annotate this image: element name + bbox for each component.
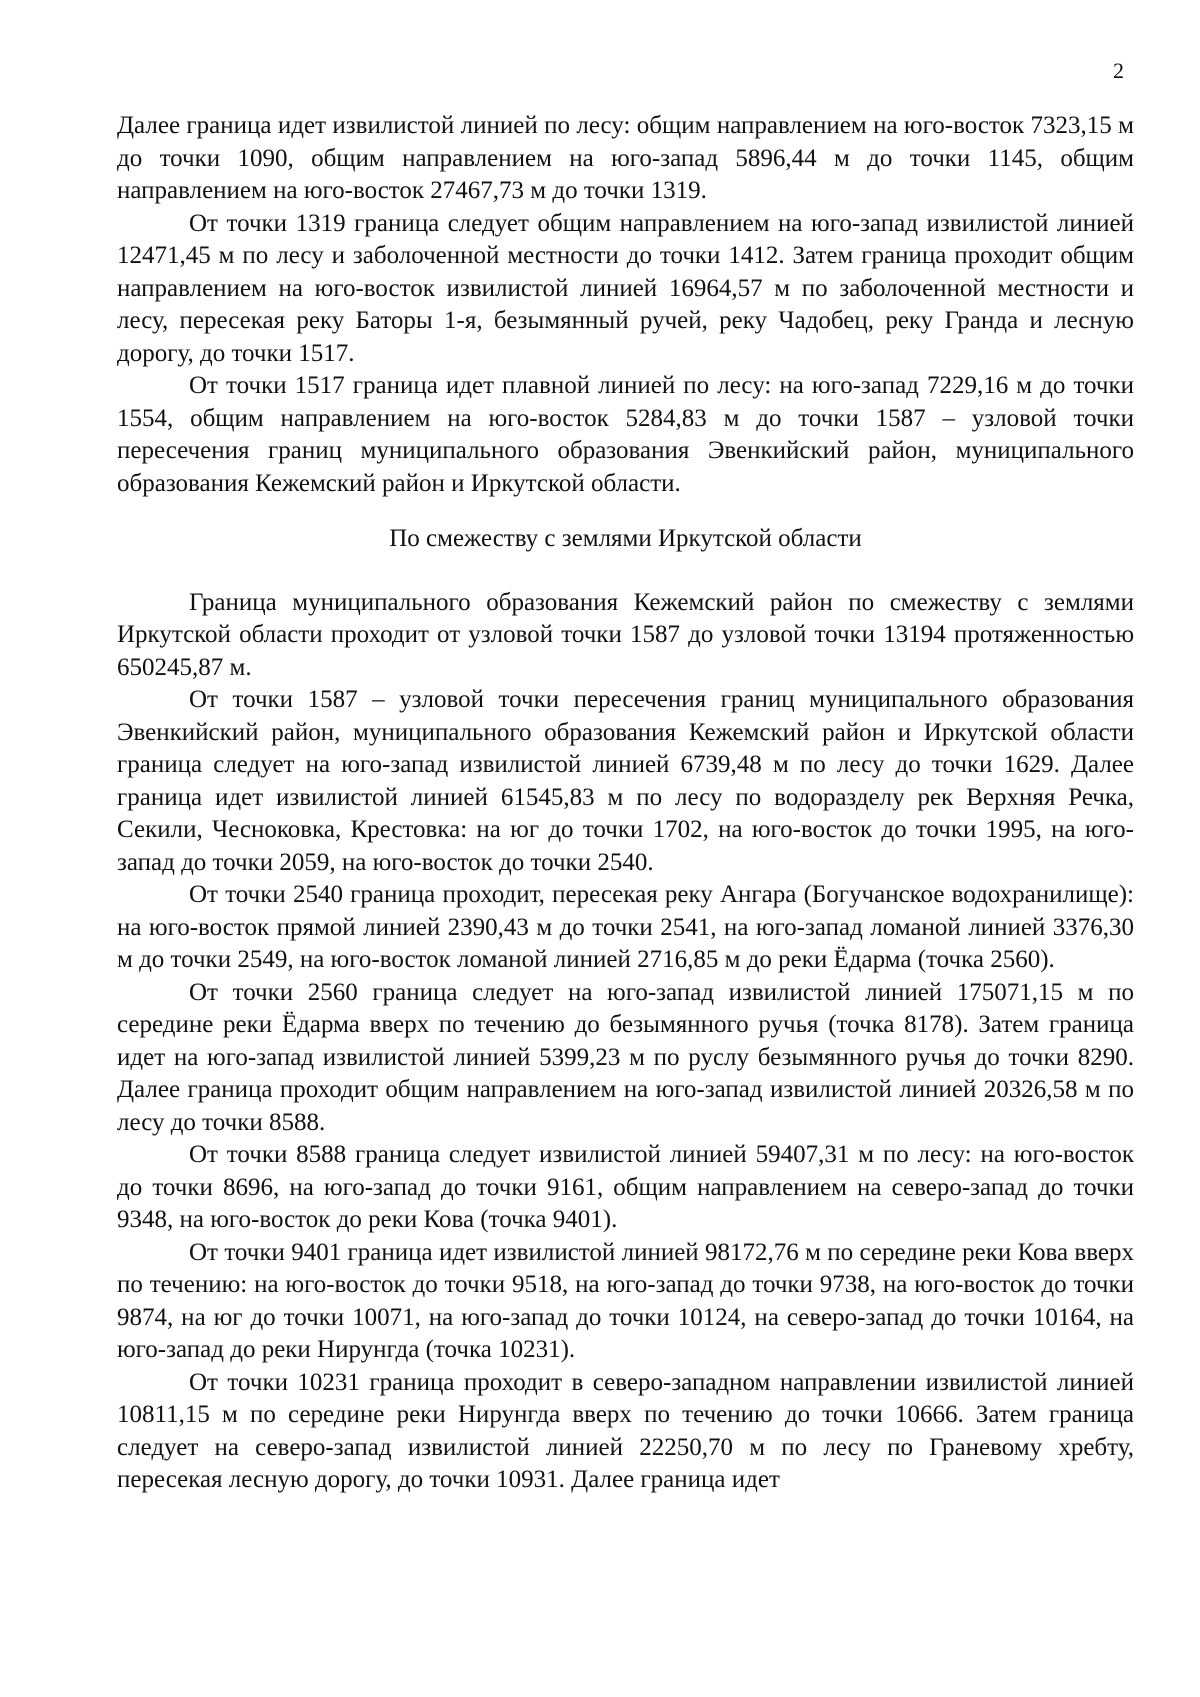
document-body <box>117 110 1134 1497</box>
paragraph: От точки 10231 граница проходит в северо-западном направлении извилистой линией 10811,15 м по середине реки Нирунгда вверх по течению до точки 10666. Затем граница следует на северо-запад извилистой линией 22250,70 м по лесу по Граневому хребту, пересекая лесную дорогу, до точки 10931. Далее граница идет <box>117 1368 1134 1493</box>
paragraph: От точки 1517 граница идет плавной линией по лесу: на юго-запад 7229,16 м до точки 1554, общим направлением на юго-восток 5284,83 м до точки 1587 – узловой точки пересечения границ муниципального образования Эвенкийский район, муниципального образования Кежемский район и Иркутской области. <box>117 372 1134 497</box>
page-number: 2 <box>1113 58 1124 83</box>
paragraph: От точки 1319 граница следует общим направлением на юго-запад извилистой линией 12471,45 м по лесу и заболоченной местности до точки 1412. Затем граница проходит общим направлением на юго-восток извилистой линией 16964,57 м по заболоченной местности и лесу, пересекая реку Баторы 1-я, безымянный ручей, реку Чадобец, реку Гранда и лесную дорогу, до точки 1517. <box>117 209 1134 367</box>
paragraph: От точки 1587 – узловой точки пересечения границ муниципального образования Эвенкийский район, муниципального образования Кежемский район и Иркутской области граница следует на юго-запад извилистой линией 6739,48 м по лесу до точки 1629. Далее граница идет извилистой линией 61545,83 м по лесу по водоразделу рек Верхняя Речка, Секили, Чесноковка, Крестовка: на юг до точки 1702, на юго-восток до точки 1995, на юго-запад до точки 2059, на юго-восток до точки 2540. <box>117 686 1134 876</box>
paragraph: От точки 9401 граница идет извилистой линией 98172,76 м по середине реки Кова вверх по течению: на юго-восток до точки 9518, на юго-запад до точки 9738, на юго-восток до точки 9874, на юг до точки 10071, на юго-запад до точки 10124, на северо-запад до точки 10164, на юго-запад до реки Нирунгда (точка 10231). <box>117 1238 1134 1363</box>
paragraph: От точки 2560 граница следует на юго-запад извилистой линией 175071,15 м по середине реки Ёдарма вверх по течению до безымянного ручья (точка 8178). Затем граница идет на юго-запад извилистой линией 5399,23 м по руслу безымянного ручья до точки 8290. Далее граница проходит общим направлением на юго-запад извилистой линией 20326,58 м по лесу до точки 8588. <box>117 978 1134 1136</box>
paragraph: Далее граница идет извилистой линией по лесу: общим направлением на юго-восток 7323,15 м до точки 1090, общим направлением на юго-запад 5896,44 м до точки 1145, общим направлением на юго-восток 27467,73 м до точки 1319. <box>117 112 1134 204</box>
paragraph: От точки 8588 граница следует извилистой линией 59407,31 м по лесу: на юго-восток до точки 8696, на юго-запад до точки 9161, общим направлением на северо-запад до точки 9348, на юго-восток до реки Кова (точка 9401). <box>117 1141 1134 1233</box>
section-heading: По смежеству с землями Иркутской области <box>389 525 862 552</box>
paragraph: От точки 2540 граница проходит, пересекая реку Ангара (Богучанское водохранилище): на юго-восток прямой линией 2390,43 м до точки 2541, на юго-запад ломаной линией 3376,30 м до точки 2549, на юго-восток ломаной линией 2716,85 м до реки Ёдарма (точка 2560). <box>117 881 1134 973</box>
paragraph: Граница муниципального образования Кежемский район по смежеству с землями Иркутской области проходит от узловой точки 1587 до узловой точки 13194 протяженностью 650245,87 м. <box>117 588 1134 681</box>
